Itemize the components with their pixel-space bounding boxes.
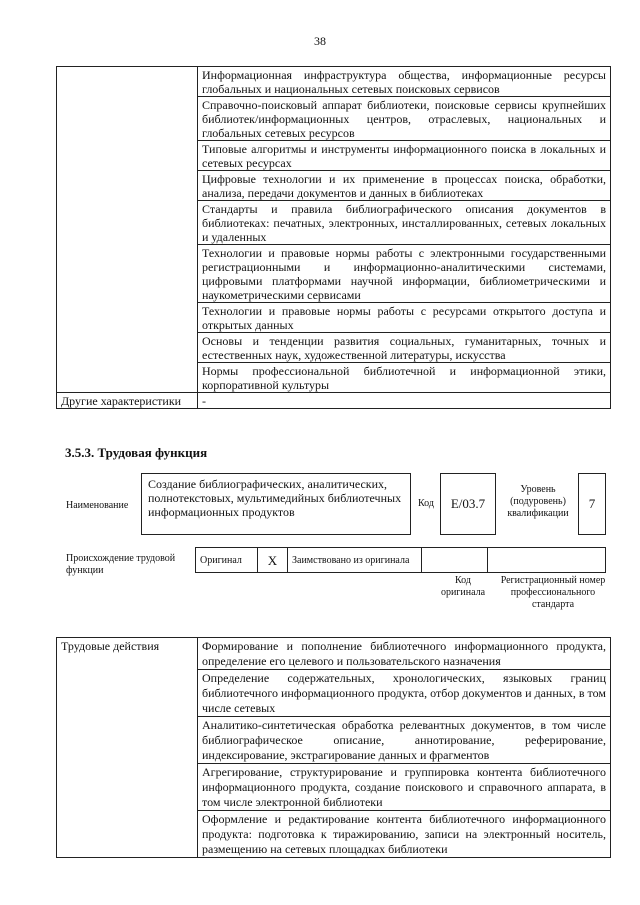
knowledge-left-cell [57, 67, 198, 393]
labour-actions-table [56, 637, 611, 858]
knowledge-item: Информационная инфраструктура общества, информационные ресурсы глобальных и национальных сетевых поисковых сервисов [198, 67, 611, 97]
knowledge-item: Цифровые технологии и их применение в процессах поиска, обработки, анализа, передачи документов и данных в библиотеках [198, 171, 611, 201]
labour-action-item: Формирование и пополнение библиотечного информационного продукта, определение его целевого и пользовательского назначения [198, 638, 611, 670]
knowledge-item: Технологии и правовые нормы работы с ресурсами открытого доступа и открытых данных [198, 303, 611, 333]
level-label: Уровень (подуровень) квалификации [507, 484, 569, 519]
labour-action-item: Аналитико-синтетическая обработка релевантных документов, в том числе библиографическое описание, аннотирование, реферирование, индексирование, экстрагирование данных и фрагментов [198, 717, 611, 764]
original-mark: X [258, 548, 288, 573]
original-label: Оригинал [196, 548, 258, 573]
other-characteristics-label: Другие характеристики [57, 393, 198, 409]
labour-actions-label: Трудовые действия [57, 638, 198, 858]
code-label: Код [418, 498, 434, 509]
borrowed-label: Заимствовано из оригинала [288, 548, 422, 573]
origin-reg-cell [488, 548, 606, 573]
level-value-box: 7 [578, 473, 606, 535]
knowledge-item: Справочно-поисковый аппарат библиотеки, поисковые сервисы крупнейших библиотек/информационных центров, отраслевых, национальных и глобальных сетевых ресурсов [198, 97, 611, 141]
page-number: 38 [314, 34, 326, 48]
knowledge-item: Нормы профессиональной библиотечной и информационной этики, корпоративной культуры [198, 363, 611, 393]
labour-action-item: Определение содержательных, хронологических, языковых границ библиотечного информационного продукта, отбор документов и данных, в том числе сетевых [198, 670, 611, 717]
function-code-box: E/03.7 [440, 473, 496, 535]
code-original-caption: Код оригинала [440, 575, 486, 598]
knowledge-item: Типовые алгоритмы и инструменты информационного поиска в локальных и сетевых ресурсах [198, 141, 611, 171]
knowledge-item: Технологии и правовые нормы работы с электронными государственными регистрационными и информационно-аналитическими системами, цифровыми платформами научной информации, библиометрическими и наукометрическими сервисами [198, 245, 611, 303]
name-label: Наименование [66, 500, 129, 511]
labour-action-item: Оформление и редактирование контента библиотечного информационного продукта: подготовка к тиражированию, записи на электронный носитель, размещению на сетевых площадках библиотеки [198, 811, 611, 858]
knowledge-item: Стандарты и правила библиографического описания документов в библиотеках: печатных, электронных, инсталлированных, сетевых локальных и удаленных [198, 201, 611, 245]
section-title: 3.5.3. Трудовая функция [65, 445, 208, 460]
knowledge-item: Основы и тенденции развития социальных, гуманитарных, точных и естественных наук, художественной литературы, искусства [198, 333, 611, 363]
labour-action-item: Агрегирование, структурирование и группировка контента библиотечного информационного продукта, создание поискового и справочного аппарата, в том числе электронной библиотеки [198, 764, 611, 811]
origin-code-cell [422, 548, 488, 573]
reg-number-caption: Регистрационный номер профессионального стандарта [500, 575, 606, 610]
origin-table [195, 547, 606, 573]
function-name-box: Создание библиографических, аналитических, полнотекстовых, мультимедийных библиотечных информационных продуктов [141, 473, 411, 535]
knowledge-table [56, 66, 611, 409]
other-characteristics-value: - [198, 393, 611, 409]
origin-label: Происхождение трудовой функции [66, 553, 176, 576]
